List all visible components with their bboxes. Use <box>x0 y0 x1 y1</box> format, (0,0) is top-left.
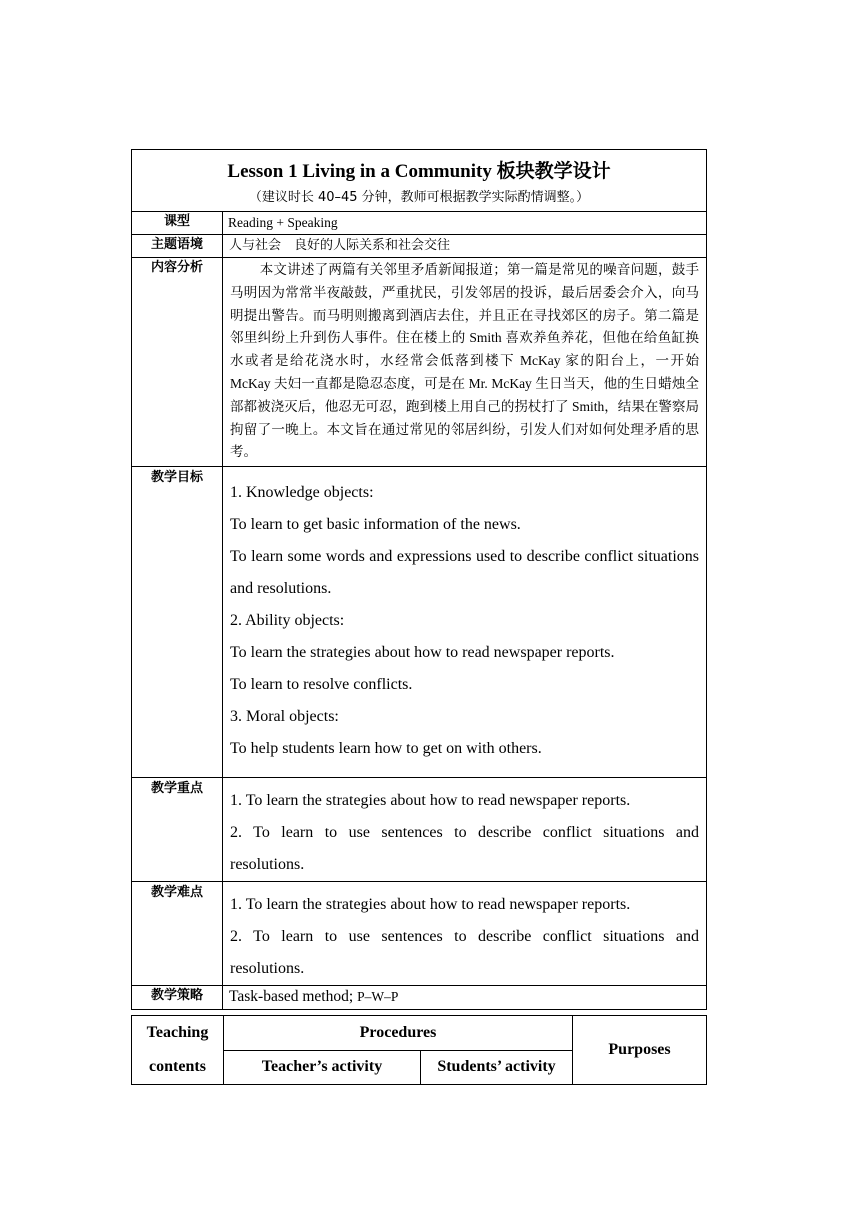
theme-label: 主题语境 <box>132 235 223 258</box>
lesson-plan-table <box>131 149 706 1010</box>
title-row <box>132 150 707 212</box>
analysis-text: 本文讲述了两篇有关邻里矛盾新闻报道；第一篇是常见的噪音问题，鼓手马明因为常常半夜敲鼓，严重扰民，引发邻居的投诉，最后居委会介入，向马明提出警告。而马明则搬离到酒店去住，并且正在寻找郊区的房子。第二篇是邻里纠纷上升到伤人事件。住在楼上的 Smith 喜欢养鱼养花，但他在给鱼缸换水或者是给花浇水时，水经常会低落到楼下 McKay 家的阳台上，一开始 McKay 夫妇一直都是隐忍态度，可是在 Mr. McKay 生日当天，他的生日蜡烛全部都被浇灭后，他忍无可忍，跑到楼上用自己的拐杖打了 Smith，结果在警察局拘留了一晚上。本文旨在通过常见的邻居纠纷，引发人们对如何处理矛盾的思考。 <box>223 258 707 467</box>
analysis-row <box>132 258 707 467</box>
teaching-header: Teaching <box>146 1024 209 1041</box>
goals-line: To learn the strategies about how to read newspaper reports. <box>230 644 615 662</box>
difficulties-label: 教学难点 <box>132 882 223 986</box>
goals-line: 1. Knowledge objects: <box>230 484 374 502</box>
lesson-type-label: 课型 <box>132 212 223 235</box>
teacher-activity-header: Teacher’s activity <box>224 1050 421 1085</box>
goals-row <box>132 467 707 778</box>
key-point-line: 2. To learn to use sentences to describe conflict situations and resolutions. <box>230 824 700 874</box>
contents-header: contents <box>149 1058 206 1075</box>
theme-row <box>132 235 707 258</box>
strategy-value: Task-based method; <box>229 988 358 1006</box>
lesson-type-row <box>132 212 707 235</box>
procedures-table <box>131 1015 706 1085</box>
goals-line: 3. Moral objects: <box>230 708 339 726</box>
strategy-label: 教学策略 <box>132 986 223 1010</box>
goals-line: To learn to resolve conflicts. <box>230 676 413 694</box>
difficulty-line: 1. To learn the strategies about how to read newspaper reports. <box>230 896 631 914</box>
goals-line: 2. Ability objects: <box>230 612 345 630</box>
difficulty-line: 2. To learn to use sentences to describe conflict situations and resolutions. <box>230 928 700 978</box>
goals-line: To learn to get basic information of the news. <box>230 516 521 534</box>
lesson-type-value: Reading + Speaking <box>223 212 707 235</box>
key-point-line: 1. To learn the strategies about how to read newspaper reports. <box>230 792 631 810</box>
strategy-row <box>132 986 707 1010</box>
key-points-row <box>132 778 707 882</box>
strategy-abbrev: P–W–P <box>357 989 399 1005</box>
goals-line: To learn some words and expressions used to describe conflict situations and resolutions. <box>230 548 700 598</box>
analysis-label: 内容分析 <box>132 258 223 467</box>
goals-label: 教学目标 <box>132 467 223 778</box>
key-points-label: 教学重点 <box>132 778 223 882</box>
theme-value: 人与社会 良好的人际关系和社会交往 <box>223 235 707 258</box>
goals-line: To help students learn how to get on with others. <box>230 740 542 758</box>
page-subtitle: （建议时长 40–45 分钟，教师可根据教学实际酌情调整。） <box>248 190 590 205</box>
students-activity-header: Students’ activity <box>421 1050 573 1085</box>
procedures-header: Procedures <box>224 1016 573 1051</box>
purposes-header: Purposes <box>573 1016 707 1085</box>
difficulties-row <box>132 882 707 986</box>
page-title: Lesson 1 Living in a Community 板块教学设计 <box>227 161 611 182</box>
